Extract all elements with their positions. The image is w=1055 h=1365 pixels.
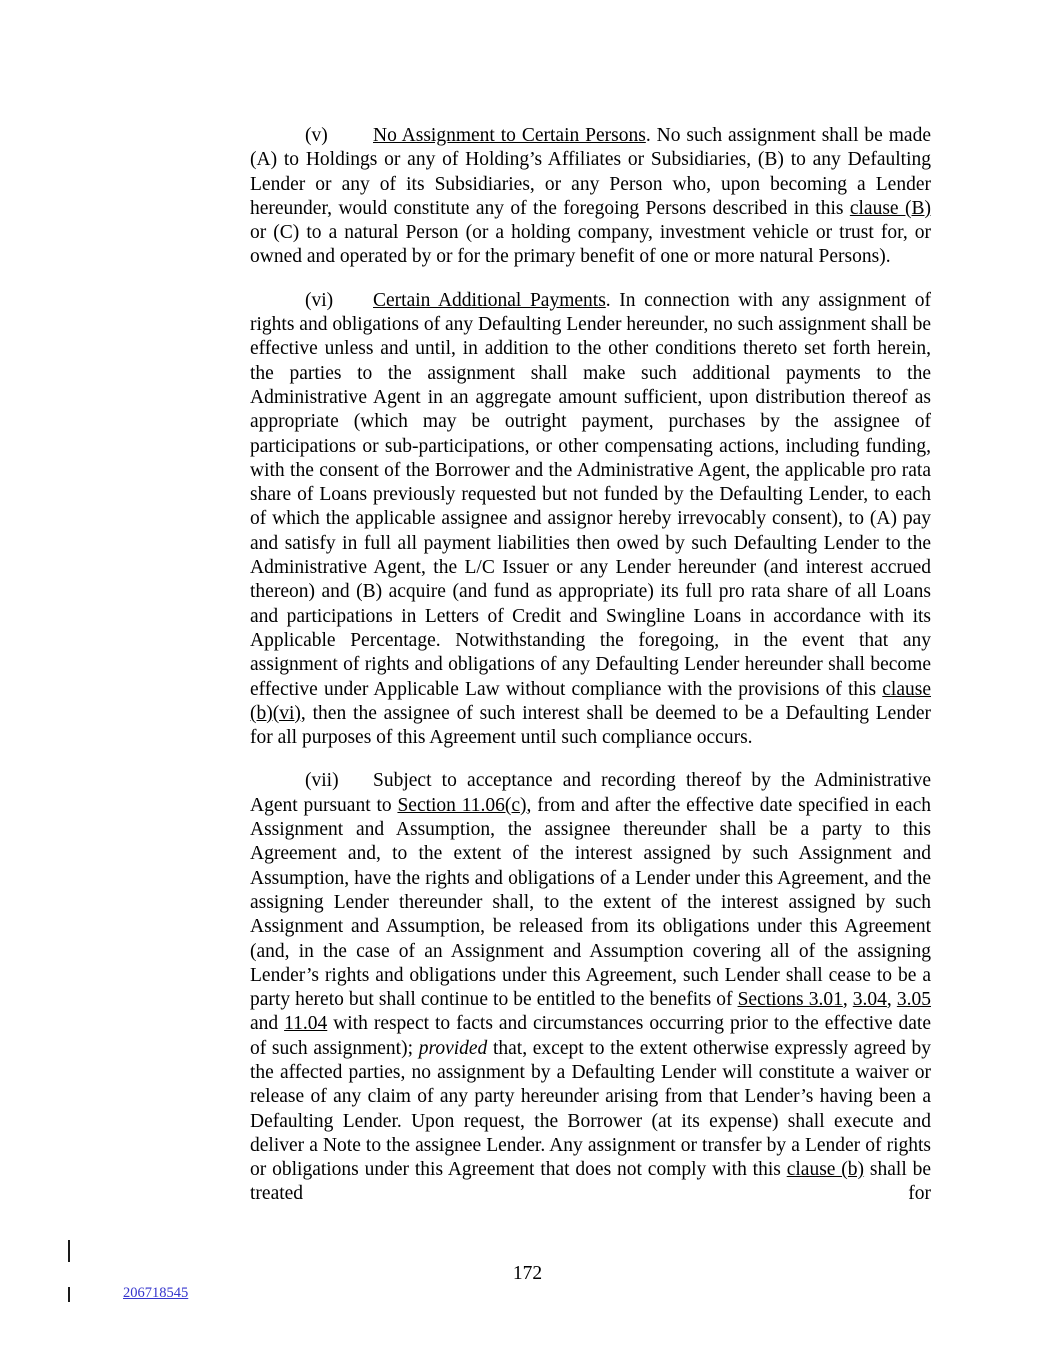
text-run: with respect to facts and circumstances occurring prior to the effective date of such assignment); xyxy=(250,1013,931,1059)
italic-term: provided xyxy=(418,1037,488,1059)
text-run: that, except to the extent otherwise expressly agreed by the affected parties, no assignment by a Defaulting Lender will constitute a waiver or release of any claim of any party hereunder arising from that Lender’s having been a Defaulting Lender. Upon request, the Borrower (at its expense) shall execute and deliver a Note to the assignee Lender. Any assignment or transfer by a Lender of rights or obligations under this Agreement that does not comply with this xyxy=(250,1037,932,1181)
change-bar-top xyxy=(68,1240,70,1262)
section-reference: clause (b) xyxy=(786,1159,865,1181)
text-run: , then the assignee of such interest shall be deemed to be a Defaulting Lender for all purposes of this Agreement until such compliance occurs. xyxy=(250,702,931,749)
paragraph-label: (vii) xyxy=(305,770,339,792)
text-run: and xyxy=(250,1013,285,1035)
paragraph-label: (v) xyxy=(305,125,328,146)
section-reference: clause (B) xyxy=(849,197,931,219)
section-reference: 3.04 xyxy=(852,989,887,1011)
paragraph-vii xyxy=(250,769,931,1206)
section-reference: Sections 3.01 xyxy=(737,989,843,1011)
text-run: . In connection with any assignment of rights and obligations of any Defaulting Lender hereunder, no such assignment shall be effective unless and until, in addition to the other conditions thereto set forth herein, the parties to the assignment shall make such additional payments to the Administrative Agent in an aggregate amount sufficient, upon distribution thereof as appropriate (which may be outright payment, purchases by the assignee of participations or sub-participations, or other compensating actions, including funding, with the consent of the Borrower and the Administrative Agent, the applicable pro rata share of Loans previously requested but not funded by the Defaulting Lender, to each of which the applicable assignee and assignor hereby irrevocably consent), to (A) pay and satisfy in full all payment liabilities then owed by such Defaulting Lender to the Administrative Agent, the L/C Issuer or any Lender hereunder (and interest accrued thereon) and (B) acquire (and fund as appropriate) its full pro rata share of all Loans and participations in Letters of Credit and Swingline Loans in accordance with its Applicable Percentage. Notwithstanding the foregoing, in the event that any assignment of rights and obligations of any Defaulting Lender hereunder shall become effective under Applicable Law without compliance with the provisions of this xyxy=(250,289,932,700)
section-reference: No Assignment to Certain Persons xyxy=(373,125,646,146)
document-id-link[interactable]: 206718545 xyxy=(123,1285,189,1301)
text-run: , xyxy=(886,989,897,1011)
section-reference: clause (b)(vi) xyxy=(250,678,931,724)
page-number: 172 xyxy=(512,1263,543,1284)
text-run: or (C) to a natural Person (or a holding company, investment vehicle or trust for, or owned and operated by or for the primary benefit of one or more natural Persons). xyxy=(250,222,931,268)
text-run: , xyxy=(842,989,853,1011)
text-run: , from and after the effective date specified in each Assignment and Assumption, the assignee thereunder shall be a party to this Agreement and, to the extent of the interest assigned by such Assignment and Assumption, have the rights and obligations of a Lender under this Agreement, and the assigning Lender thereunder shall, to the extent of the interest assigned by such Assignment and Assumption, be released from its obligations under this Agreement (and, in the case of an Assignment and Assumption covering all of the assigning Lender’s rights and obligations under this Agreement, such Lender shall cease to be a party hereto but shall continue to be entitled to the benefits of xyxy=(250,794,931,1011)
section-reference: Certain Additional Payments xyxy=(373,289,606,311)
section-reference: 3.05 xyxy=(896,989,931,1011)
document-body xyxy=(250,124,931,1207)
change-bar-bottom xyxy=(68,1287,70,1302)
paragraph-vi xyxy=(250,289,931,751)
paragraph-v xyxy=(250,124,931,270)
section-reference: 11.04 xyxy=(284,1013,328,1035)
section-reference: Section 11.06(c) xyxy=(397,794,527,816)
text-run: shall be treated for xyxy=(250,1159,931,1205)
text-run: . No such assignment shall be made (A) to Holdings or any of Holding’s Affiliates or Subsidiaries, (B) to any Defaulting Lender or any of its Subsidiaries, or any Person who, upon becoming a Lender hereunder, would constitute any of the foregoing Persons described in this xyxy=(250,125,931,219)
paragraph-label: (vi) xyxy=(305,289,334,311)
text-run: Subject to acceptance and recording thereof by the Administrative Agent pursuant to xyxy=(250,770,931,816)
